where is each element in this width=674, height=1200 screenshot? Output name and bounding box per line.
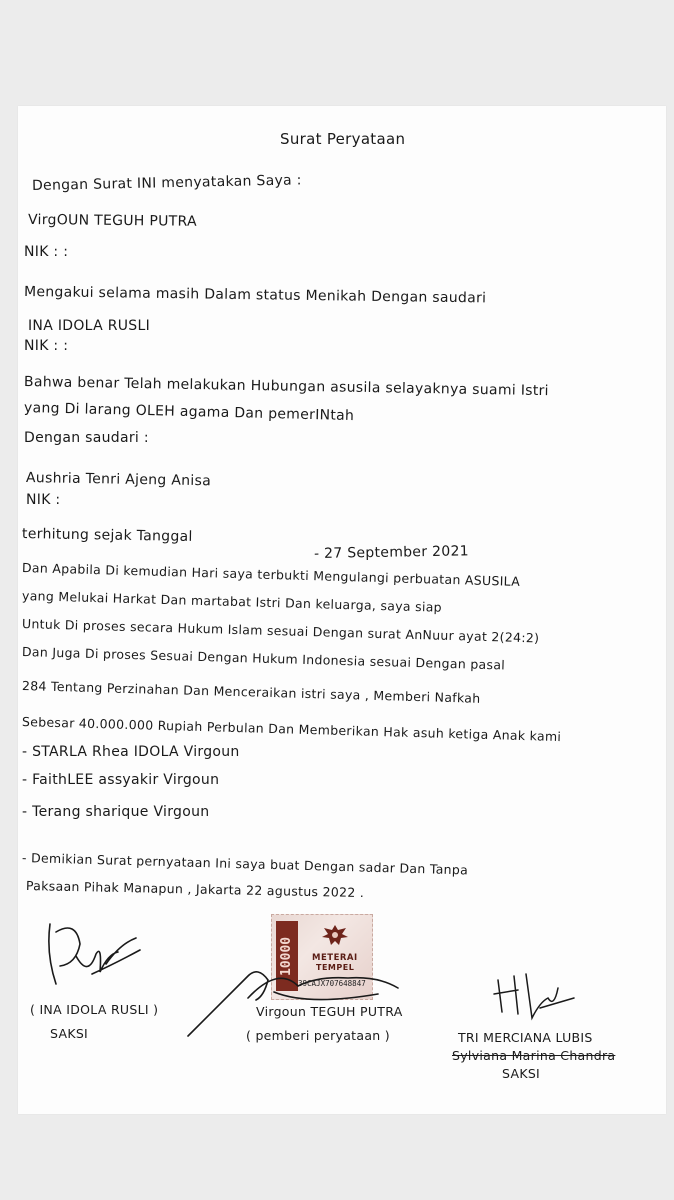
- child-1: - STARLA Rhea IDOLA Virgoun: [22, 744, 240, 760]
- stamp-label-2: TEMPEL: [316, 963, 355, 972]
- since-date: - 27 September 2021: [313, 543, 470, 562]
- left-signatory-role: SAKSI: [50, 1026, 89, 1041]
- center-signatory-name: Virgoun TEGUH PUTRA: [256, 1004, 403, 1019]
- right-signatory-name: TRI MERCIANA LUBIS: [458, 1030, 593, 1045]
- center-signatory-role: ( pemberi peryataan ): [246, 1028, 390, 1043]
- partner-name: INA IDOLA RUSLI: [28, 318, 150, 334]
- commitment-line3: Untuk Di proses secara Hukum Islam sesuai Dengan surat AnNuur ayat 2(24:2): [21, 616, 540, 646]
- stamp-label-1: METERAI: [312, 953, 358, 963]
- child-3: - Terang sharique Virgoun: [22, 804, 210, 820]
- statement-2-line3: Dengan saudari :: [24, 430, 149, 446]
- closing-line2: Paksaan Pihak Manapun , Jakarta 22 agustus 2022 .: [25, 878, 365, 901]
- commitment-line5: 284 Tentang Perzinahan Dan Menceraikan istri saya , Memberi Nafkah: [21, 678, 481, 706]
- statement-2-line1: Bahwa benar Telah melakukan Hubungan asusila selayaknya suami Istri: [23, 374, 549, 400]
- third-party-name: Aushria Tenri Ajeng Anisa: [25, 470, 212, 490]
- document-title: Surat Peryataan: [280, 130, 406, 148]
- since-label: terhitung sejak Tanggal: [21, 526, 193, 545]
- child-2: - FaithLEE assyakir Virgoun: [22, 772, 220, 788]
- left-signatory-name: ( INA IDOLA RUSLI ): [30, 1002, 159, 1017]
- statement-1: Mengakui selama masih Dalam status Menikah Dengan saudari: [23, 284, 487, 307]
- commitment-line4: Dan Juga Di proses Sesuai Dengan Hukum Indonesia sesuai Dengan pasal: [21, 644, 506, 673]
- stamp-value: 10000: [276, 921, 298, 991]
- commitment-line6: Sebesar 40.000.000 Rupiah Perbulan Dan Memberikan Hak asuh ketiga Anak kami: [21, 714, 562, 745]
- stamp-code: 39CAJX707648847: [298, 979, 366, 988]
- opening-text: Dengan Surat INI menyatakan Saya :: [31, 172, 302, 194]
- right-signatory-crossed: Sylviana Marina Chandra: [452, 1048, 616, 1063]
- commitment-line2: yang Melukai Harkat Dan martabat Istri Dan keluarga, saya siap: [21, 588, 443, 615]
- closing-line1: - Demikian Surat pernyataan Ini saya buat Dengan sadar Dan Tanpa: [21, 850, 469, 878]
- commitment-line1: Dan Apabila Di kemudian Hari saya terbukti Mengulangi perbuatan ASUSILA: [21, 560, 521, 589]
- right-signature-icon: [488, 968, 588, 1028]
- right-signatory-role: SAKSI: [502, 1066, 541, 1081]
- statement-2-line2: yang Di larang OLEH agama Dan pemerINtah: [23, 400, 355, 425]
- nik-label-3: NIK :: [26, 492, 61, 508]
- left-signature-icon: [36, 914, 146, 1004]
- document-page: [18, 106, 666, 1114]
- declarant-name: VirgOUN TEGUH PUTRA: [27, 212, 197, 230]
- nik-label-1: NIK : :: [24, 244, 69, 260]
- nik-label-2: NIK : :: [24, 338, 69, 354]
